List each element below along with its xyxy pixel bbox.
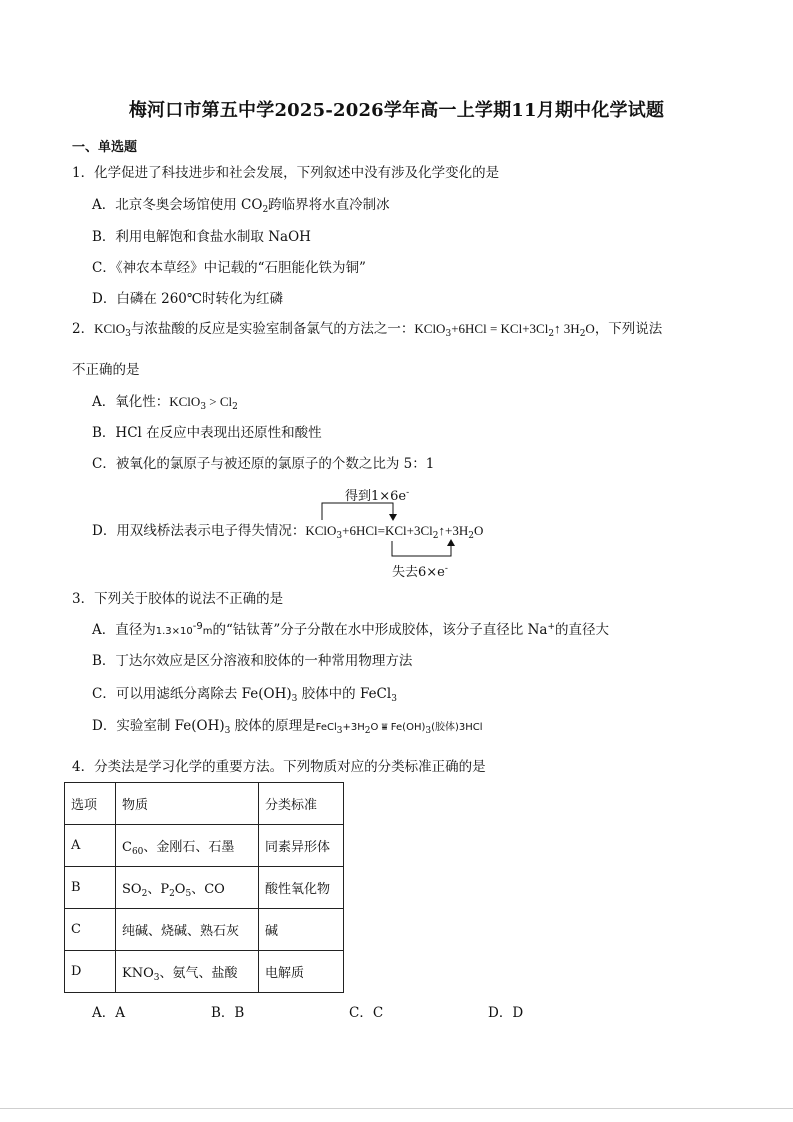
q1-option-d: D．白磷在 260℃时转化为红磷 bbox=[92, 291, 283, 307]
table-cell: $KNO_3$、氨气、盐酸 bbox=[116, 951, 259, 993]
table-row bbox=[65, 951, 344, 993]
table-header: 选项 bbox=[65, 783, 116, 825]
q2-option-c: C．被氧化的氯原子与被还原的氯原子的个数之比为 5：1 bbox=[92, 456, 435, 472]
table-cell: C bbox=[65, 909, 116, 951]
table-cell: D bbox=[65, 951, 116, 993]
table-cell: $SO_2$、$P_2O_5$、CO bbox=[116, 867, 259, 909]
q1-option-a: A．北京冬奥会场馆使用 $CO_2$跨临界将水直冷制冰 bbox=[92, 197, 390, 215]
q2-stem-cont: 不正确的是 bbox=[72, 362, 140, 378]
q2-option-b: B．HCl 在反应中表现出还原性和酸性 bbox=[92, 425, 322, 441]
table-cell: 电解质 bbox=[259, 951, 344, 993]
page-title: 梅河口市第五中学2025-2026学年高一上学期11月期中化学试题 bbox=[128, 100, 665, 121]
classification-table bbox=[64, 782, 344, 993]
q4-choice-d: D．D bbox=[488, 1005, 524, 1021]
q4-choice-c: C．C bbox=[349, 1005, 384, 1021]
table-cell: 碱 bbox=[259, 909, 344, 951]
q1-stem: 1．化学促进了科技进步和社会发展，下列叙述中没有涉及化学变化的是 bbox=[72, 165, 500, 181]
q2-option-a: A．氧化性：KClO$_3$ > $Cl_2$ bbox=[92, 394, 238, 412]
q3-option-c: C．可以用滤纸分离除去 $Fe(OH)_3$ 胶体中的 FeCl$_3$ bbox=[92, 686, 397, 704]
q2-stem: 2．KClO$_3$与浓盐酸的反应是实验室制备氯气的方法之一：KClO$_3$+6HCl = $KCl+3Cl_2↑$ $3H_2O$，下列说法 bbox=[72, 321, 663, 339]
q2-option-d: D．用双线桥法表示电子得失情况：$KClO_3+6HCl=KCl+3Cl_2↑+3H_2O$ bbox=[92, 523, 484, 541]
table-cell: $C_{60}$、金刚石、石墨 bbox=[116, 825, 259, 867]
q3-option-d: D．实验室制 $Fe(OH)_3$ 胶体的原理是$FeCl_3+3H_2O$ ⩸ $Fe(OH)_3$(胶体)3HCl bbox=[92, 718, 483, 736]
q4-choice-b: B．B bbox=[211, 1005, 245, 1021]
electron-gain-label: 得到1×6e- bbox=[345, 488, 410, 504]
electron-loss-label: 失去6×e- bbox=[392, 564, 448, 580]
q1-option-c: C．《神农本草经》中记载的“石胆能化铁为铜” bbox=[92, 260, 366, 276]
table-cell: 同素异形体 bbox=[259, 825, 344, 867]
table-cell: B bbox=[65, 867, 116, 909]
section-heading: 一、单选题 bbox=[72, 140, 138, 155]
table-cell: 酸性氧化物 bbox=[259, 867, 344, 909]
table-row bbox=[65, 825, 344, 867]
table-row bbox=[65, 867, 344, 909]
q3-option-a: A．直径为$1.3\times 10^{-9}m$的“钴钛菁”分子分散在水中形成胶体，该分子直径比 Na+的直径大 bbox=[92, 621, 610, 638]
q4-choice-a: A．A bbox=[92, 1005, 125, 1021]
table-header: 物质 bbox=[116, 783, 259, 825]
table-header-row bbox=[65, 783, 344, 825]
page-bottom-divider bbox=[0, 1108, 793, 1109]
q3-stem: 3．下列关于胶体的说法不正确的是 bbox=[72, 591, 284, 607]
table-cell: A bbox=[65, 825, 116, 867]
table-cell: 纯碱、烧碱、熟石灰 bbox=[116, 909, 259, 951]
table-row bbox=[65, 909, 344, 951]
q4-stem: 4．分类法是学习化学的重要方法。下列物质对应的分类标准正确的是 bbox=[72, 759, 486, 775]
q3-option-b: B．丁达尔效应是区分溶液和胶体的一种常用物理方法 bbox=[92, 653, 413, 669]
table-header: 分类标准 bbox=[259, 783, 344, 825]
q1-option-b: B．利用电解饱和食盐水制取 NaOH bbox=[92, 229, 311, 245]
